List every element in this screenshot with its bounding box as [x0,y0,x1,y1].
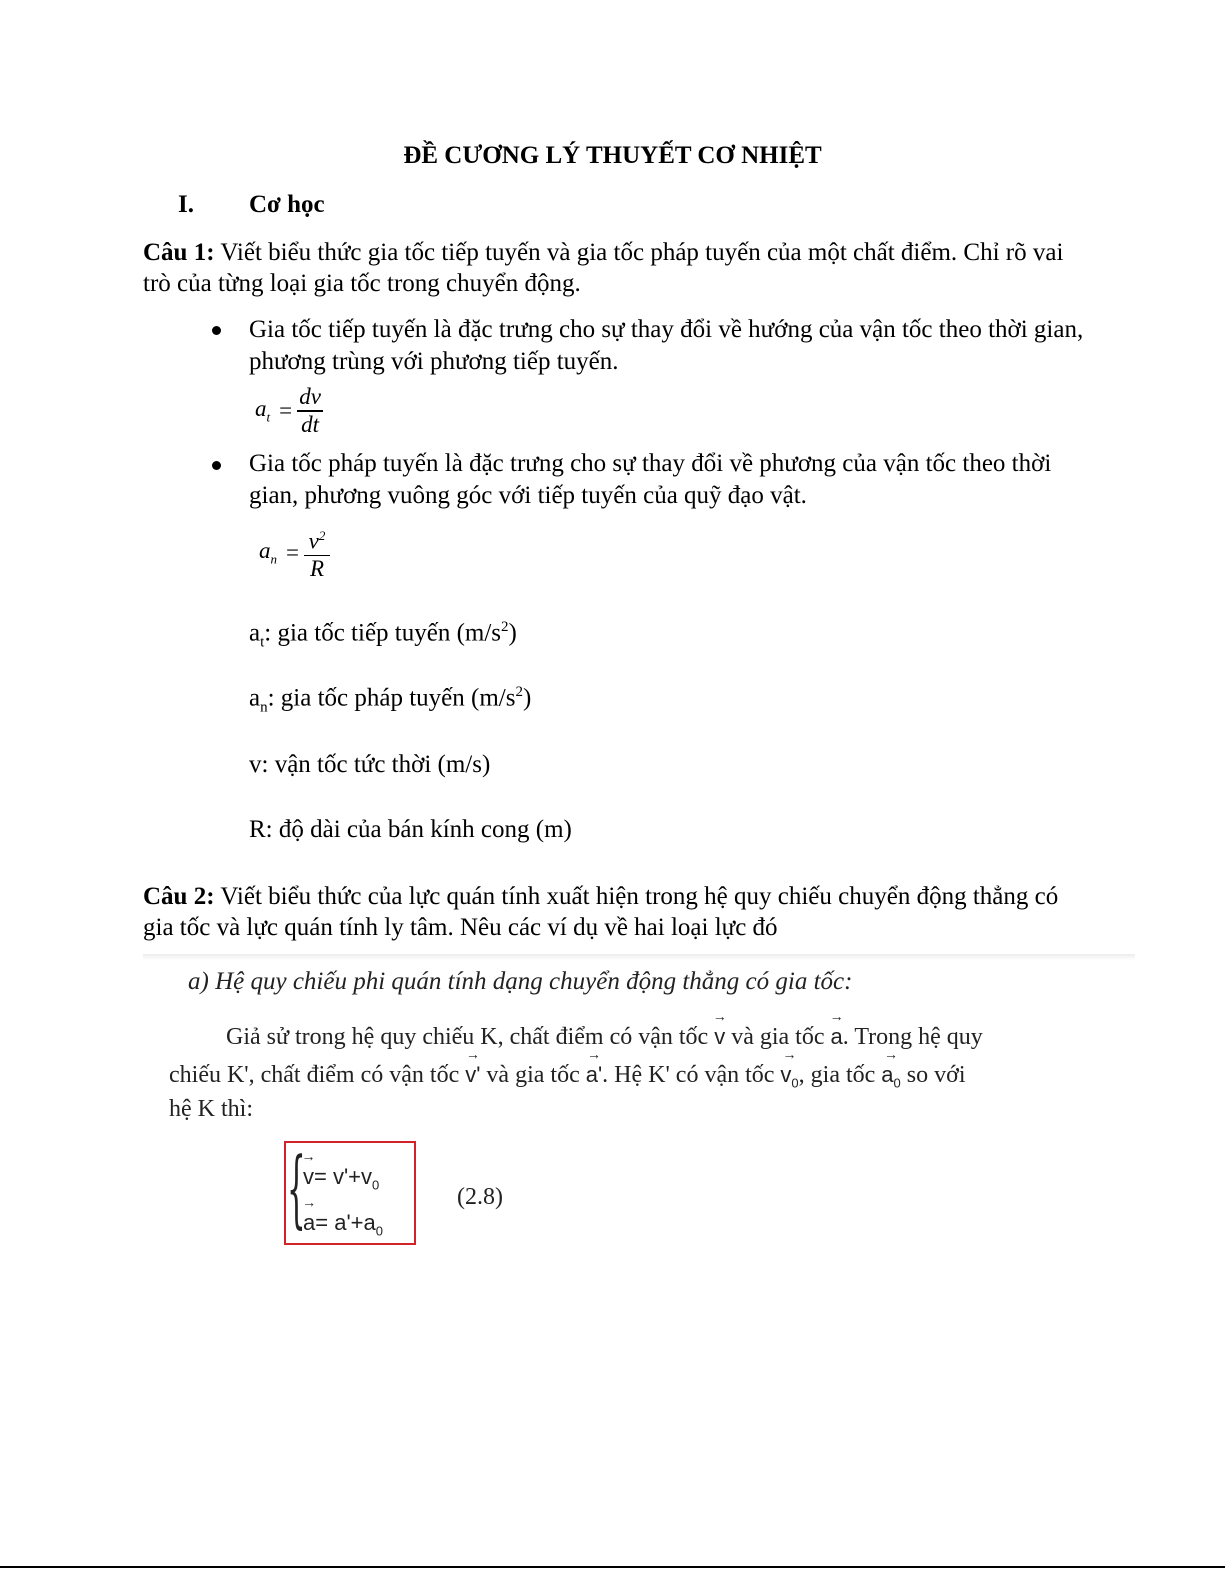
document-title: ĐỀ CƯƠNG LÝ THUYẾT CƠ NHIỆT [403,142,822,169]
vector-a: → a [831,1020,843,1050]
definition-v: v: vận tốc tức thời (m/s) [249,751,491,778]
vector-a-prime: → a' [586,1058,602,1088]
section-title: Cơ học [249,191,325,218]
scan-line-2: chiếu K', chất điểm có vận tốc → v' và gia tốc → a'. Hệ K' có vận tốc → $v_0$, gia tốc → $a_0$ so với [169,1058,1099,1090]
bullet-normal: Gia tốc pháp tuyến là đặc trưng cho sự thay đổi về phương của vận tốc theo thời gian, phương vuông góc với tiếp tuyến của quỹ đạo vật. [249,450,1052,509]
question-2 [143,881,1083,943]
scan-line-1: Giả sử trong hệ quy chiếu K, chất điểm có vận tốc → v và gia tốc → a. Trong hệ quy [226,1020,1106,1051]
scan-heading: a) Hệ quy chiếu phi quán tính dạng chuyển động thẳng có gia tốc: [188,968,853,995]
page-bottom-rule [0,1566,1225,1568]
formula-normal: $a_n$ = $\frac{v^2}{R}$ [259,523,330,582]
definition-at: $a_t$: gia tốc tiếp tuyến $(m/s^2)$ [249,619,517,651]
question-2-label: Câu 2: [143,883,215,910]
section-number: I. [178,191,194,218]
question-2-text: Viết biểu thức của lực quán tính xuất hiện trong hệ quy chiếu chuyển động thẳng có gia tốc và lực quán tính ly tâm. Nêu các ví dụ về hai loại lực đó [143,883,1059,941]
scan-edge [143,954,1135,960]
definition-an: $a_n$: gia tốc pháp tuyến $(m/s^2)$ [249,684,532,716]
bullet-icon [212,461,221,470]
bullet-tangential: Gia tốc tiếp tuyến là đặc trưng cho sự thay đổi về hướng của vận tốc theo thời gian, phương trùng với phương tiếp tuyến. [249,316,1084,375]
definition-R: R: độ dài của bán kính cong (m) [249,816,572,843]
vector-v-prime: → v' [465,1058,480,1088]
scan-line-3: hệ K thì: [169,1096,253,1122]
brace-icon: { [287,1139,306,1237]
equation-number: (2.8) [457,1184,503,1210]
vector-v: → v [714,1020,725,1050]
equation-acceleration: → $a= a'+a_0$ [303,1206,383,1238]
question-1-label: Câu 1: [143,239,215,266]
bullet-icon [212,326,221,335]
question-1-text: Viết biểu thức gia tốc tiếp tuyến và gia tốc pháp tuyến của một chất điểm. Chỉ rõ vai trò của từng loại gia tốc trong chuyển động. [143,239,1064,297]
vector-a0: → $a_0$ [881,1058,900,1090]
vector-v0: → $v_0$ [780,1058,798,1090]
question-1 [143,237,1083,299]
formula-tangential: $a_t$ = $\frac{dv}{dt}$ [255,384,323,438]
equation-velocity: → $v= v'+v_0$ [303,1160,379,1192]
